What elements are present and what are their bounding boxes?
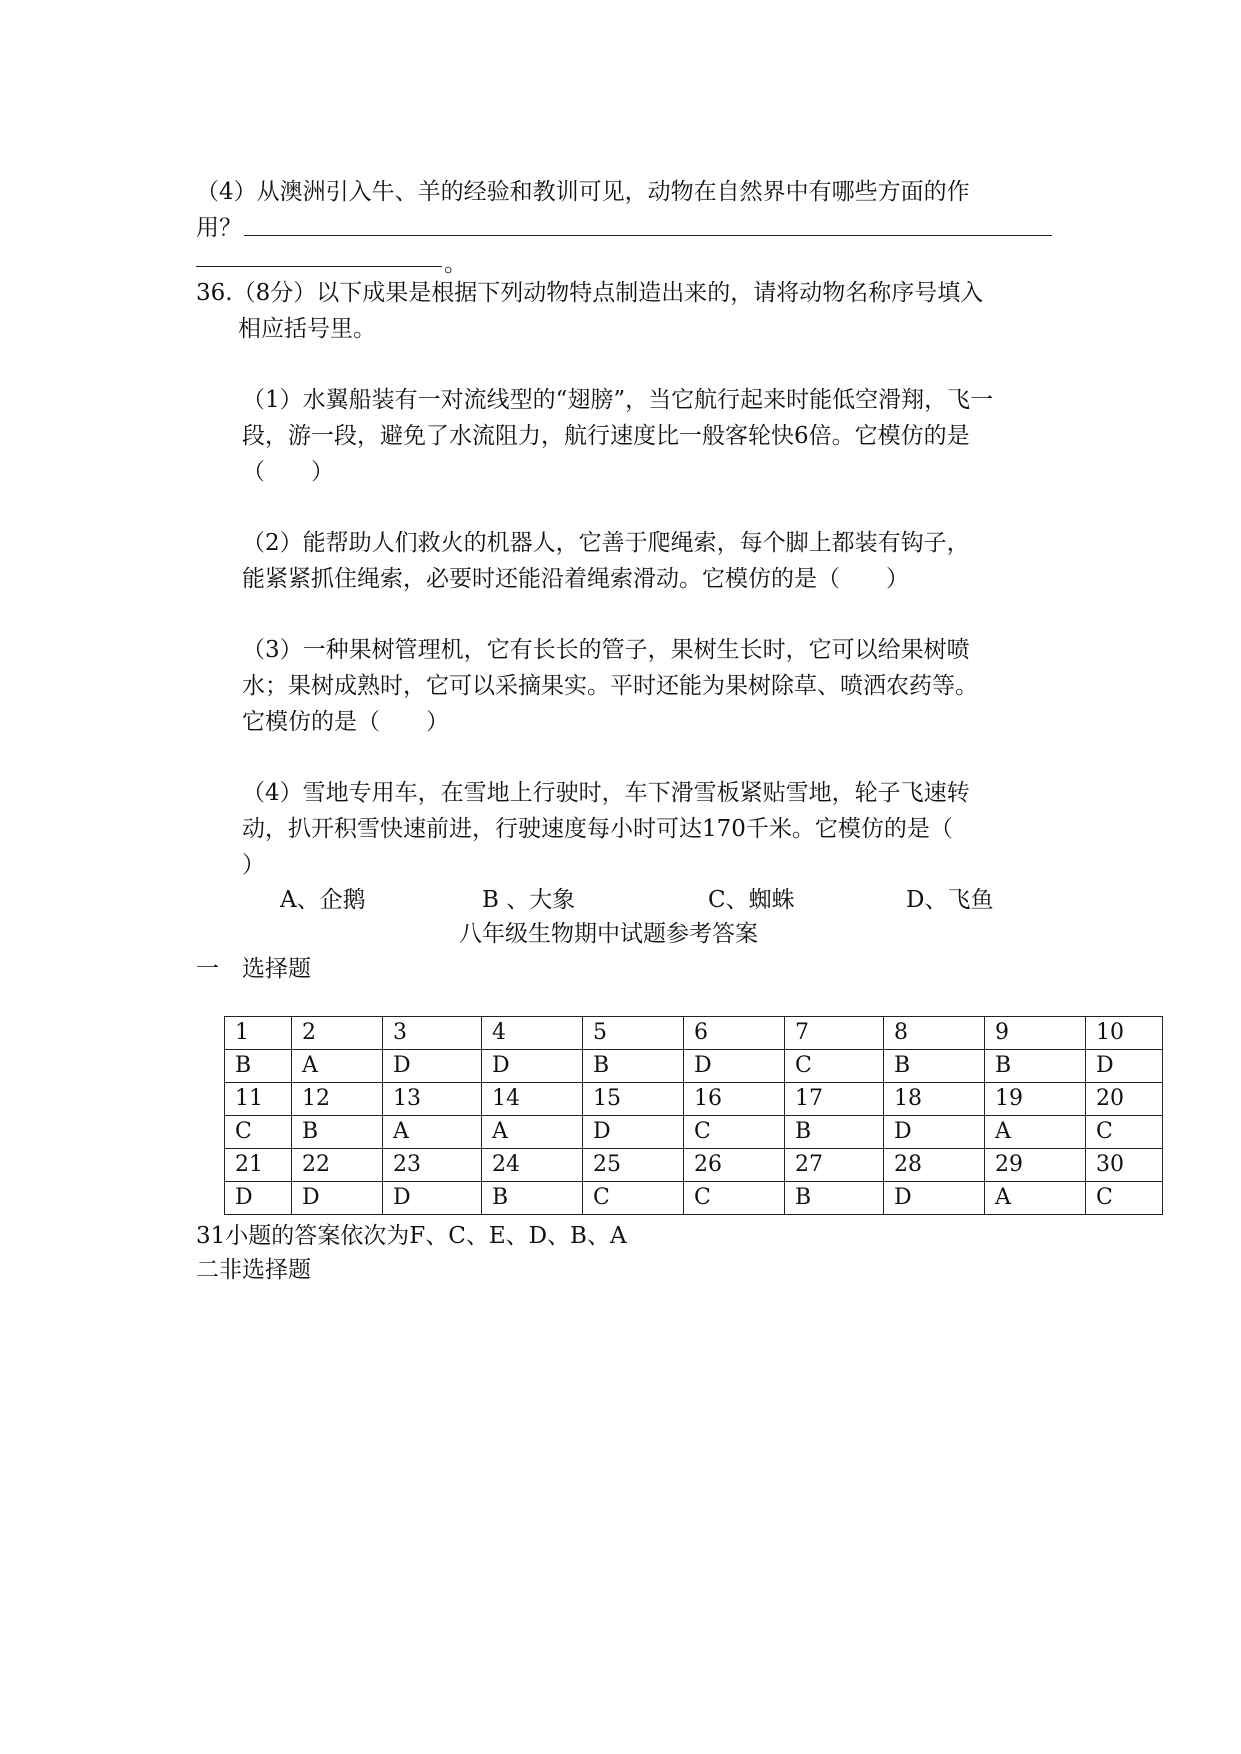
table-cell: 5	[583, 1017, 684, 1050]
table-cell: 29	[985, 1149, 1086, 1182]
table-row	[225, 1050, 1163, 1083]
table-cell: 21	[225, 1149, 292, 1182]
table-cell: D	[884, 1182, 985, 1215]
answer-blank-line-1	[244, 235, 1052, 236]
q36-p1-line2: 段，游一段，避免了水流阻力，航行速度比一般客轮快6倍。它模仿的是	[242, 423, 970, 449]
table-cell: D	[383, 1050, 482, 1083]
table-cell: 30	[1086, 1149, 1163, 1182]
table-cell: B	[785, 1116, 884, 1149]
table-cell: 27	[785, 1149, 884, 1182]
q36-p4-line3: ）	[242, 852, 265, 878]
q36-p4-line1: （4）雪地专用车，在雪地上行驶时，车下滑雪板紧贴雪地，轮子飞速转	[242, 780, 970, 806]
table-cell: 28	[884, 1149, 985, 1182]
table-cell: B	[785, 1182, 884, 1215]
table-cell: 24	[482, 1149, 583, 1182]
table-cell: 12	[292, 1083, 383, 1116]
table-cell: B	[292, 1116, 383, 1149]
table-cell: D	[684, 1050, 785, 1083]
table-row	[225, 1182, 1163, 1215]
table-cell: B	[225, 1050, 292, 1083]
table-cell: C	[1086, 1182, 1163, 1215]
table-row	[225, 1116, 1163, 1149]
q36-p4-line2: 动，扒开积雪快速前进，行驶速度每小时可达170千米。它模仿的是（	[242, 816, 953, 842]
table-cell: 8	[884, 1017, 985, 1050]
table-cell: 3	[383, 1017, 482, 1050]
q36-p3-line2: 水；果树成熟时，它可以采摘果实。平时还能为果树除草、喷洒农药等。	[242, 673, 978, 699]
q31-answer: 31小题的答案依次为F、C、E、D、B、A	[196, 1223, 627, 1249]
table-cell: 7	[785, 1017, 884, 1050]
table-cell: 13	[383, 1083, 482, 1116]
q35-4-line2: 用？	[196, 215, 242, 241]
table-cell: 2	[292, 1017, 383, 1050]
table-cell: 22	[292, 1149, 383, 1182]
q36-heading-line1: 36.（8分）以下成果是根据下列动物特点制造出来的，请将动物名称序号填入	[196, 280, 984, 306]
table-cell: D	[482, 1050, 583, 1083]
table-cell: 26	[684, 1149, 785, 1182]
table-cell: A	[482, 1116, 583, 1149]
section-nonchoice-heading: 二非选择题	[196, 1257, 311, 1283]
q36-p3-line3: 它模仿的是（ ）	[242, 709, 449, 735]
q36-p3-line1: （3）一种果树管理机，它有长长的管子，果树生长时，它可以给果树喷	[242, 637, 970, 663]
table-cell: B	[884, 1050, 985, 1083]
option-a: A、企鹅	[280, 887, 366, 913]
table-cell: B	[985, 1050, 1086, 1083]
table-cell: A	[985, 1182, 1086, 1215]
table-cell: C	[785, 1050, 884, 1083]
section-choice-heading: 一 选择题	[196, 956, 311, 982]
table-cell: 25	[583, 1149, 684, 1182]
table-cell: 9	[985, 1017, 1086, 1050]
table-cell: B	[482, 1182, 583, 1215]
table-cell: 20	[1086, 1083, 1163, 1116]
table-cell: 19	[985, 1083, 1086, 1116]
table-cell: 15	[583, 1083, 684, 1116]
table-cell: B	[583, 1050, 684, 1083]
q36-p1-line1: （1）水翼船装有一对流线型的“翅膀”，当它航行起来时能低空滑翔，飞一	[242, 387, 994, 413]
table-cell: D	[884, 1116, 985, 1149]
table-cell: D	[583, 1116, 684, 1149]
table-cell: 1	[225, 1017, 292, 1050]
table-cell: 4	[482, 1017, 583, 1050]
table-cell: C	[684, 1116, 785, 1149]
table-cell: 14	[482, 1083, 583, 1116]
table-cell: C	[684, 1182, 785, 1215]
table-cell: 23	[383, 1149, 482, 1182]
answer-blank-line-2	[196, 266, 442, 267]
q36-p1-line3: （ ）	[242, 459, 334, 485]
table-cell: 16	[684, 1083, 785, 1116]
table-cell: A	[292, 1050, 383, 1083]
table-row	[225, 1017, 1163, 1050]
table-cell: C	[225, 1116, 292, 1149]
table-cell: 11	[225, 1083, 292, 1116]
table-cell: D	[292, 1182, 383, 1215]
q35-4-line1: （4）从澳洲引入牛、羊的经验和教训可见，动物在自然界中有哪些方面的作	[196, 179, 970, 205]
table-row	[225, 1149, 1163, 1182]
table-cell: 17	[785, 1083, 884, 1116]
q36-p2-line2: 能紧紧抓住绳索，必要时还能沿着绳索滑动。它模仿的是（ ）	[242, 566, 909, 592]
table-cell: C	[1086, 1116, 1163, 1149]
table-cell: A	[985, 1116, 1086, 1149]
table-row	[225, 1083, 1163, 1116]
option-d: D、飞鱼	[906, 887, 994, 913]
q36-p2-line1: （2）能帮助人们救火的机器人，它善于爬绳索，每个脚上都装有钩子，	[242, 530, 970, 556]
table-cell: 6	[684, 1017, 785, 1050]
table-cell: C	[583, 1182, 684, 1215]
table-cell: D	[1086, 1050, 1163, 1083]
answer-table	[224, 1016, 1163, 1215]
answer-key-title: 八年级生物期中试题参考答案	[459, 921, 758, 947]
option-b: B 、大象	[482, 887, 576, 913]
q35-4-end-mark: 。	[444, 251, 467, 277]
option-c: C、蜘蛛	[708, 887, 795, 913]
table-cell: D	[225, 1182, 292, 1215]
table-cell: D	[383, 1182, 482, 1215]
table-cell: A	[383, 1116, 482, 1149]
table-cell: 10	[1086, 1017, 1163, 1050]
table-cell: 18	[884, 1083, 985, 1116]
q36-heading-line2: 相应括号里。	[238, 316, 376, 342]
